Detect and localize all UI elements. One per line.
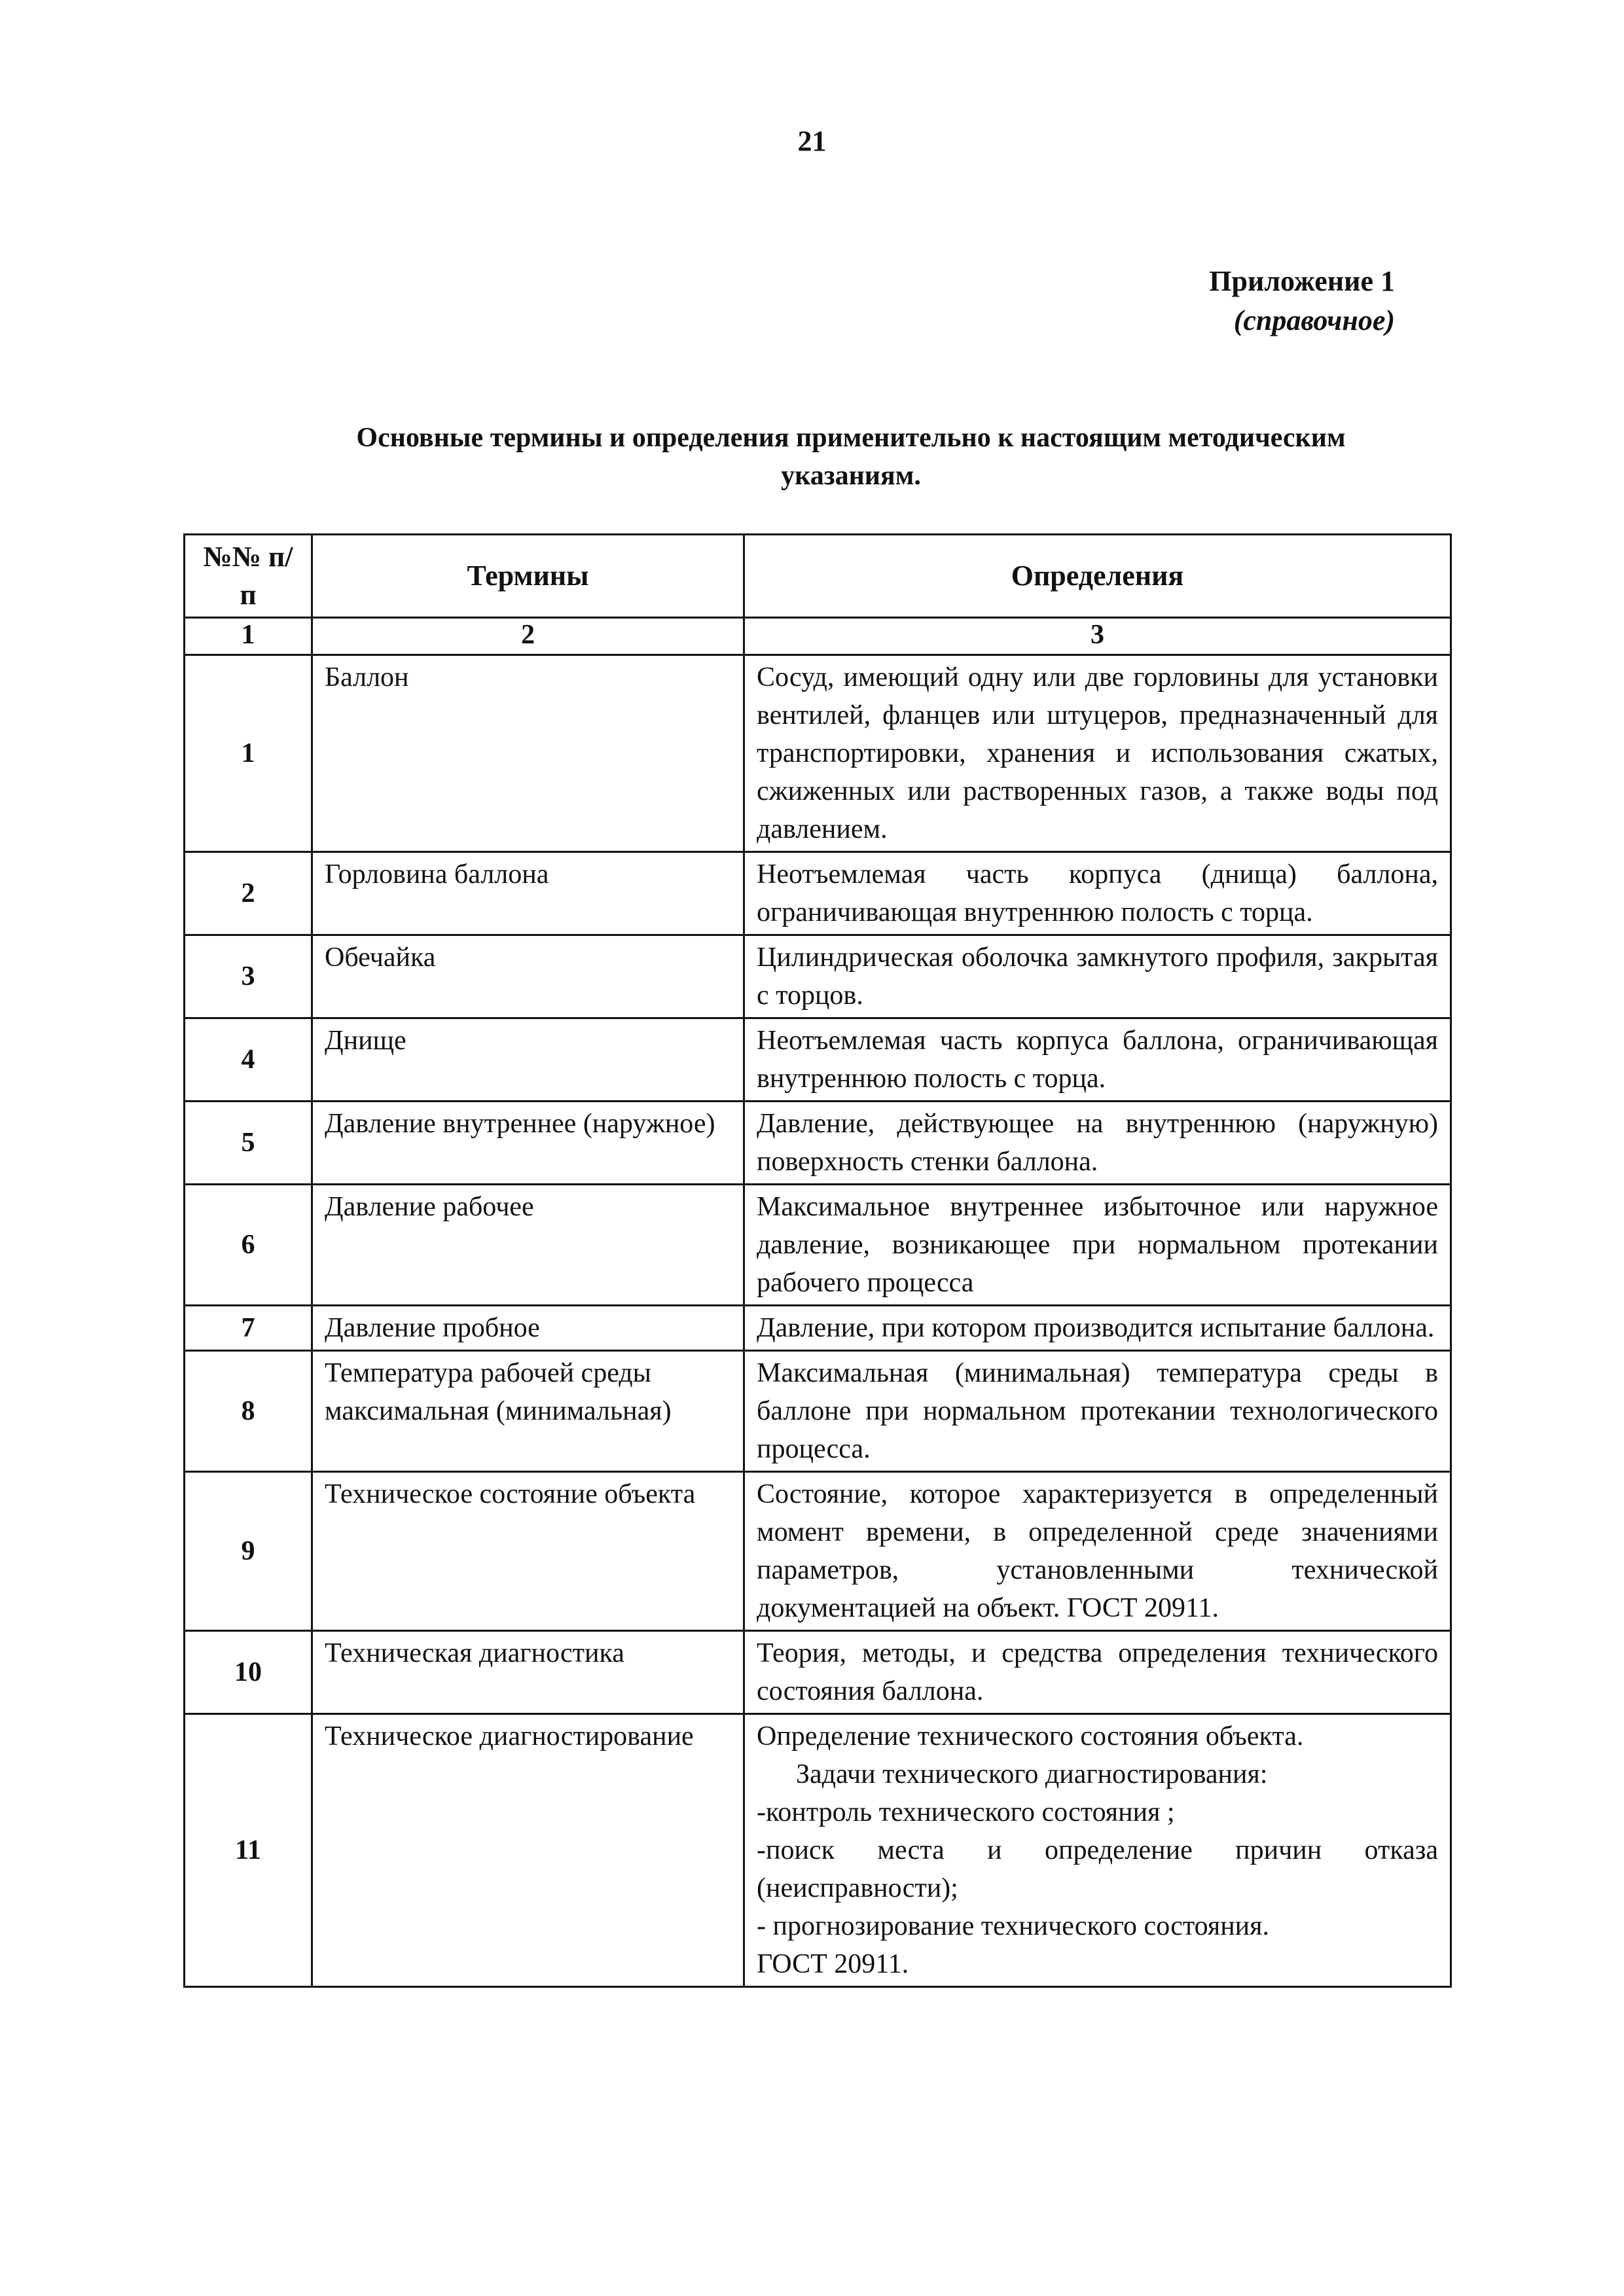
header-definitions: Определения — [744, 535, 1451, 618]
table-row — [185, 1472, 1451, 1631]
table-row — [185, 1714, 1451, 1987]
term-cell: Техническая диагностика — [312, 1631, 744, 1714]
document-title: Основные термины и определения применительно к настоящим методическим указаниям. — [356, 423, 1346, 491]
table-row — [185, 655, 1451, 852]
table-row — [185, 1351, 1451, 1472]
definition-cell — [744, 935, 1451, 1018]
table-row — [185, 1185, 1451, 1306]
term-cell: Давление рабочее — [312, 1185, 744, 1306]
definition-line: Теория, методы, и средства определения технического состояния баллона. — [757, 1638, 1438, 1706]
table-row — [185, 852, 1451, 935]
definition-line: Максимальная (минимальная) температура среды в баллоне при нормальном протекании технологического процесса. — [757, 1358, 1438, 1464]
term-cell: Баллон — [312, 655, 744, 852]
definition-cell — [744, 1306, 1451, 1351]
column-numbers-row — [185, 618, 1451, 655]
appendix-title: Приложение 1 — [1209, 265, 1395, 297]
column-number: 2 — [312, 618, 744, 655]
term-cell: Температура рабочей среды максимальная (минимальная) — [312, 1351, 744, 1472]
column-number: 3 — [744, 618, 1451, 655]
definition-cell — [744, 1185, 1451, 1306]
definition-cell — [744, 852, 1451, 935]
header-terms: Термины — [312, 535, 744, 618]
definition-line: -контроль технического состояния ; — [757, 1797, 1175, 1827]
term-cell: Техническое диагностирование — [312, 1714, 744, 1987]
appendix-subtitle: (справочное) — [1233, 304, 1395, 336]
term-cell: Техническое состояние объекта — [312, 1472, 744, 1631]
term-cell: Обечайка — [312, 935, 744, 1018]
row-number: 1 — [185, 655, 312, 852]
definition-line: Сосуд, имеющий одну или две горловины для установки вентилей, фланцев или штуцеров, предназначенный для транспортировки, хранения и использования сжатых, сжиженных или растворенных газов, а также воды под давлением. — [757, 662, 1438, 844]
table-row — [185, 1102, 1451, 1185]
table-row — [185, 1631, 1451, 1714]
term-cell: Давление пробное — [312, 1306, 744, 1351]
term-cell: Горловина баллона — [312, 852, 744, 935]
definition-line: Максимальное внутреннее избыточное или наружное давление, возникающее при нормальном протекании рабочего процесса — [757, 1192, 1438, 1298]
definition-cell — [744, 1631, 1451, 1714]
row-number: 7 — [185, 1306, 312, 1351]
definition-line: -поиск места и определение причин отказа (неисправности); — [757, 1835, 1438, 1903]
row-number: 5 — [185, 1102, 312, 1185]
definition-line: Задачи технического диагностирования: — [796, 1759, 1268, 1789]
row-number: 11 — [185, 1714, 312, 1987]
definition-line: Неотъемлемая часть корпуса (днища) баллона, ограничивающая внутреннюю полость с торца. — [757, 859, 1438, 927]
row-number: 9 — [185, 1472, 312, 1631]
row-number: 4 — [185, 1018, 312, 1102]
definition-cell — [744, 1472, 1451, 1631]
definition-line: Давление, действующее на внутреннюю (наружную) поверхность стенки баллона. — [757, 1109, 1438, 1177]
definition-cell — [744, 655, 1451, 852]
definition-line: - прогнозирование технического состояния. — [757, 1911, 1269, 1941]
terms-table — [183, 533, 1452, 1988]
definition-line: Определение технического состояния объекта. — [757, 1721, 1304, 1751]
definition-line: ГОСТ 20911. — [757, 1949, 909, 1979]
table-body — [185, 618, 1451, 1987]
row-number: 8 — [185, 1351, 312, 1472]
definition-line: Неотъемлемая часть корпуса баллона, ограничивающая внутреннюю полость с торца. — [757, 1026, 1438, 1094]
definition-line: Давление, при котором производится испытание баллона. — [757, 1313, 1435, 1343]
definition-line: Цилиндрическая оболочка замкнутого профиля, закрытая с торцов. — [757, 942, 1438, 1011]
definition-cell — [744, 1102, 1451, 1185]
page-number: 21 — [797, 125, 827, 157]
term-cell: Давление внутреннее (наружное) — [312, 1102, 744, 1185]
table-row — [185, 1018, 1451, 1102]
definition-cell — [744, 1351, 1451, 1472]
row-number: 3 — [185, 935, 312, 1018]
appendix-label — [1209, 262, 1395, 340]
table-row — [185, 1306, 1451, 1351]
header-number: №№ п/п — [185, 535, 312, 618]
definition-cell — [744, 1714, 1451, 1987]
column-number: 1 — [185, 618, 312, 655]
definition-cell — [744, 1018, 1451, 1102]
row-number: 10 — [185, 1631, 312, 1714]
table-header-row — [185, 535, 1451, 618]
definition-line: Состояние, которое характеризуется в определенный момент времени, в определенной среде значениями параметров, установленными технической документацией на объект. ГОСТ 20911. — [757, 1479, 1438, 1623]
table-row — [185, 935, 1451, 1018]
row-number: 2 — [185, 852, 312, 935]
row-number: 6 — [185, 1185, 312, 1306]
term-cell: Днище — [312, 1018, 744, 1102]
